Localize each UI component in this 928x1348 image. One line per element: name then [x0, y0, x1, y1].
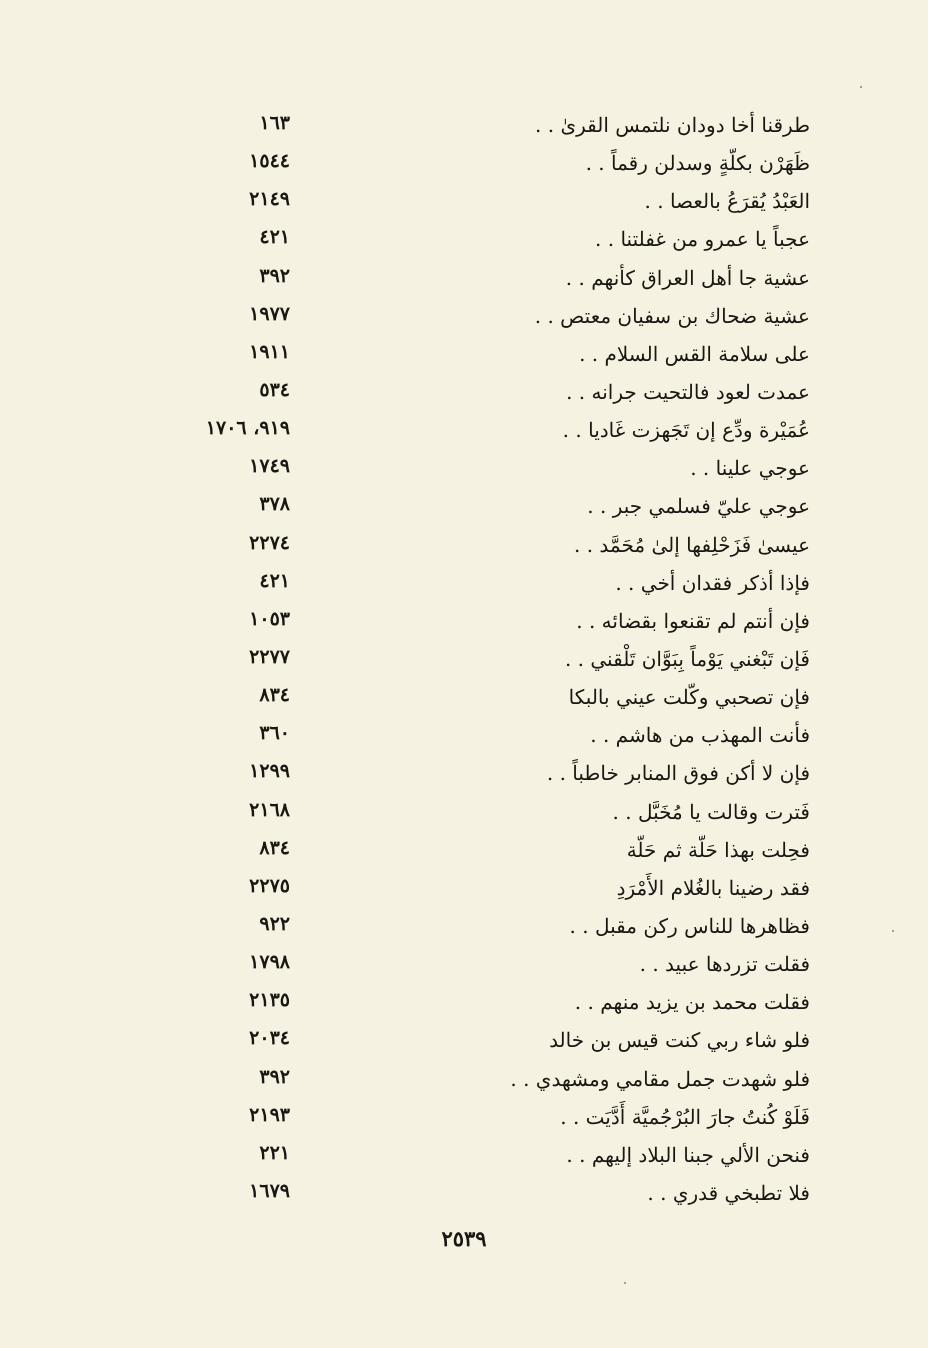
page-reference: ٩٢٢ — [259, 912, 290, 935]
verse-text: فإن لا أكن فوق المنابر خاطباً . . — [546, 761, 810, 786]
paper-speck — [892, 930, 894, 932]
index-entry — [150, 985, 820, 1023]
verse-text: فإن أنتم لم تقنعوا بقضائه . . — [576, 608, 810, 633]
verse-text: فَإن تَبْغني يَوْماً بِبَوَّان تَلْقني . . — [564, 646, 810, 671]
paper-speck — [860, 86, 862, 88]
verse-text: العَبْدُ يُقرَعُ بالعصا . . — [644, 189, 810, 214]
index-entry — [150, 261, 820, 299]
verse-text: طرقنا أخا دودان نلتمس القرىٰ . . — [535, 113, 810, 137]
verse-text: عشية جا أهل العراق كأنهم . . — [565, 265, 810, 290]
page-reference: ١٥٤٤ — [249, 150, 290, 173]
verse-text: فقد رضينا بالغُلام الأَمْرَدِ — [616, 875, 810, 900]
page-reference: ١٦٧٩ — [249, 1179, 290, 1202]
index-entry — [150, 833, 820, 871]
verse-text: فحِلت بهذا حَلّة ثم حَلّة — [626, 837, 810, 862]
index-entry — [150, 680, 820, 718]
page-reference: ١٢٩٩ — [249, 760, 290, 783]
index-entry — [150, 1138, 820, 1176]
page-reference: ١٩٧٧ — [249, 302, 290, 325]
page-reference: ٢٢٧٥ — [249, 874, 290, 897]
verse-text: فإن تصحبي وكّلت عيني بالبكا — [568, 685, 810, 710]
verse-text: فَترت وقالت يا مُخَبَّل . . — [612, 799, 810, 824]
index-entry — [150, 1176, 820, 1214]
page-reference: ٢١٤٩ — [249, 188, 290, 211]
index-entry — [150, 909, 820, 947]
page-reference: ٩١٩، ١٧٠٦ — [205, 417, 290, 440]
verse-text: فإذا أذكر فقدان أخي . . — [615, 570, 810, 595]
index-entry — [150, 222, 820, 260]
verse-index-list — [150, 108, 820, 1214]
verse-text: على سلامة القس السلام . . — [579, 341, 810, 366]
page-reference: ٣٦٠ — [259, 722, 290, 745]
page-reference: ١٦٣ — [259, 112, 290, 134]
page-reference: ٢١٣٥ — [249, 989, 290, 1012]
index-entry — [150, 108, 820, 146]
verse-text: عشية ضحاك بن سفيان معتص . . — [534, 303, 810, 328]
index-entry — [150, 566, 820, 604]
index-entry — [150, 528, 820, 566]
page-reference: ٢٢٧٤ — [249, 531, 290, 554]
index-entry — [150, 489, 820, 527]
page-reference: ١٩١١ — [249, 340, 290, 363]
verse-text: فظاهرها للناس ركن مقبل . . — [569, 913, 810, 938]
verse-text: فقلت تزردها عبيد . . — [639, 952, 810, 977]
index-entry — [150, 871, 820, 909]
index-entry — [150, 604, 820, 642]
verse-text: فَلَوْ كُنتُ جارَ البُرْجُميَّة أَدَّيَت . . — [560, 1104, 810, 1129]
page-reference: ٨٣٤ — [259, 684, 290, 707]
page-reference: ٢٢٧٧ — [249, 645, 290, 668]
page-reference: ٤٢١ — [259, 569, 290, 592]
page-reference: ٨٣٤ — [259, 836, 290, 859]
page-reference: ٢٠٣٤ — [249, 1027, 290, 1050]
verse-text: فلو شاء ربي كنت قيس بن خالد — [549, 1028, 810, 1053]
verse-text: عُمَيْرة ودِّع إن تَجَهزت غَاديا . . — [562, 418, 810, 443]
index-entry — [150, 184, 820, 222]
verse-text: فلو شهدت جمل مقامي ومشهدي . . — [510, 1066, 810, 1091]
index-entry — [150, 947, 820, 985]
page-reference: ١٠٥٣ — [249, 607, 290, 630]
paper-speck — [624, 1282, 626, 1284]
index-entry — [150, 795, 820, 833]
page-reference: ١٧٩٨ — [249, 951, 290, 974]
verse-text: عوجي علينا . . — [690, 456, 810, 481]
page-reference: ٣٩٢ — [259, 1065, 290, 1088]
verse-text: فنحن الألي جبنا البلاد إليهم . . — [566, 1142, 810, 1167]
page-reference: ٥٣٤ — [259, 378, 290, 401]
page-reference: ٣٩٢ — [259, 264, 290, 287]
page-reference: ٢٢١ — [259, 1141, 290, 1164]
page-reference: ١٧٤٩ — [249, 455, 290, 478]
verse-text: فقلت محمد بن يزيد منهم . . — [574, 990, 810, 1015]
page-reference: ٣٧٨ — [259, 493, 290, 516]
verse-text: ظَهَرْن بكلّةٍ وسدلن رقماً . . — [585, 151, 810, 176]
index-entry — [150, 299, 820, 337]
verse-text: عجباً يا عمرو من غفلتنا . . — [595, 227, 810, 252]
index-entry — [150, 146, 820, 184]
verse-text: عيسىٰ فَزَحْلِفها إلىٰ مُحَمَّد . . — [574, 532, 810, 557]
verse-text: عمدت لعود فالتحيت جرانه . . — [566, 379, 810, 404]
page-reference: ٢١٩٣ — [249, 1103, 290, 1126]
verse-text: فلا تطبخي قدري . . — [647, 1180, 810, 1205]
index-entry — [150, 1023, 820, 1061]
index-entry — [150, 337, 820, 375]
index-entry — [150, 642, 820, 680]
index-entry — [150, 451, 820, 489]
verse-text: عوجي عليّ فسلمي جبر . . — [587, 494, 810, 519]
index-entry — [150, 375, 820, 413]
index-entry — [150, 413, 820, 451]
index-entry — [150, 756, 820, 794]
index-entry — [150, 1062, 820, 1100]
page-reference: ٢١٦٨ — [249, 798, 290, 821]
index-entry — [150, 1100, 820, 1138]
page-number: ٢٥٣٩ — [441, 1226, 487, 1251]
verse-text: فأنت المهذب من هاشم . . — [590, 723, 810, 748]
index-entry — [150, 718, 820, 756]
page-reference: ٤٢١ — [259, 226, 290, 249]
